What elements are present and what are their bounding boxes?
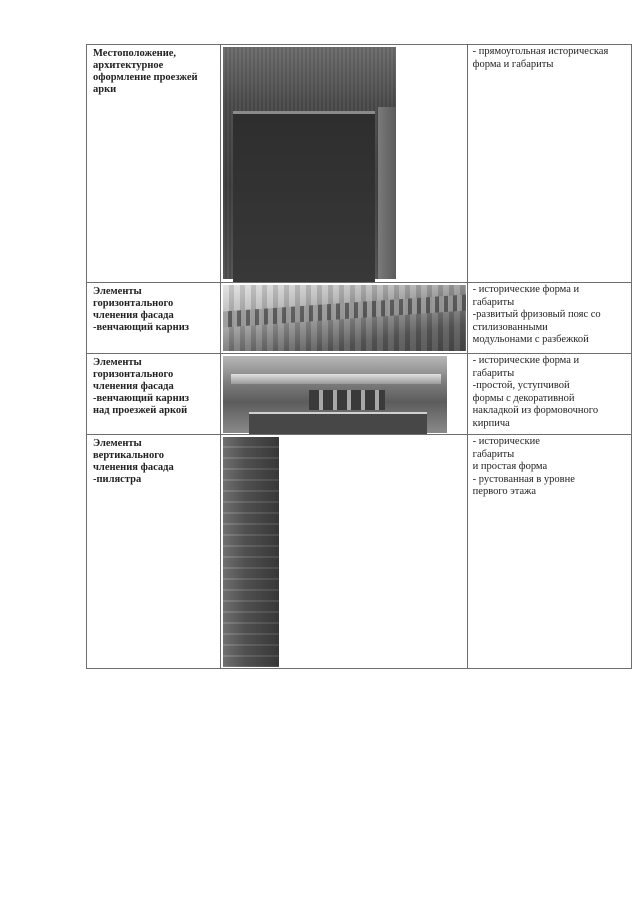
pilaster-photo — [223, 437, 279, 667]
requirements-text: - прямоугольная историческая форма и габариты — [472, 46, 609, 70]
requirements-cell — [467, 354, 631, 435]
requirements-text: - исторические габариты и простая форма - рустованная в уровне первого этажа — [472, 436, 575, 497]
arch-pier — [378, 107, 396, 279]
requirements-cell — [467, 283, 631, 354]
facade-elements-table — [86, 44, 632, 669]
photo-cell — [221, 45, 467, 283]
cornice-line — [231, 374, 441, 384]
cornice-photo — [223, 285, 466, 351]
photo-cell — [221, 283, 467, 354]
requirements-text: - исторические форма и габариты -развитый фризовый пояс со стилизованными модульонами с разбежкой — [472, 284, 601, 345]
requirements-cell — [467, 45, 631, 283]
table-row — [87, 435, 632, 669]
arch-photo — [223, 47, 396, 279]
photo-cell — [221, 435, 467, 669]
feature-cell — [87, 283, 221, 354]
table-row — [87, 354, 632, 435]
feature-label: Элементы вертикального членения фасада -пилястра — [93, 438, 174, 485]
decorative-panel — [309, 390, 385, 410]
table-row — [87, 45, 632, 283]
feature-label: Элементы горизонтального членения фасада -венчающий карниз над проезжей аркой — [93, 357, 189, 416]
feature-label: Элементы горизонтального членения фасада -венчающий карниз — [93, 286, 189, 333]
arch-top — [249, 412, 427, 435]
frieze-band — [223, 295, 466, 328]
requirements-cell — [467, 435, 631, 669]
requirements-text: - исторические форма и габариты -простой, уступчивой формы с декоративной накладкой из формовочного кирпича — [472, 355, 599, 429]
feature-cell — [87, 45, 221, 283]
feature-cell — [87, 435, 221, 669]
feature-cell — [87, 354, 221, 435]
arch-cornice-photo — [223, 356, 447, 433]
table-row — [87, 283, 632, 354]
photo-cell — [221, 354, 467, 435]
arch-opening — [233, 111, 375, 282]
feature-label: Местоположение, архитектурное оформление проезжей арки — [93, 48, 198, 95]
